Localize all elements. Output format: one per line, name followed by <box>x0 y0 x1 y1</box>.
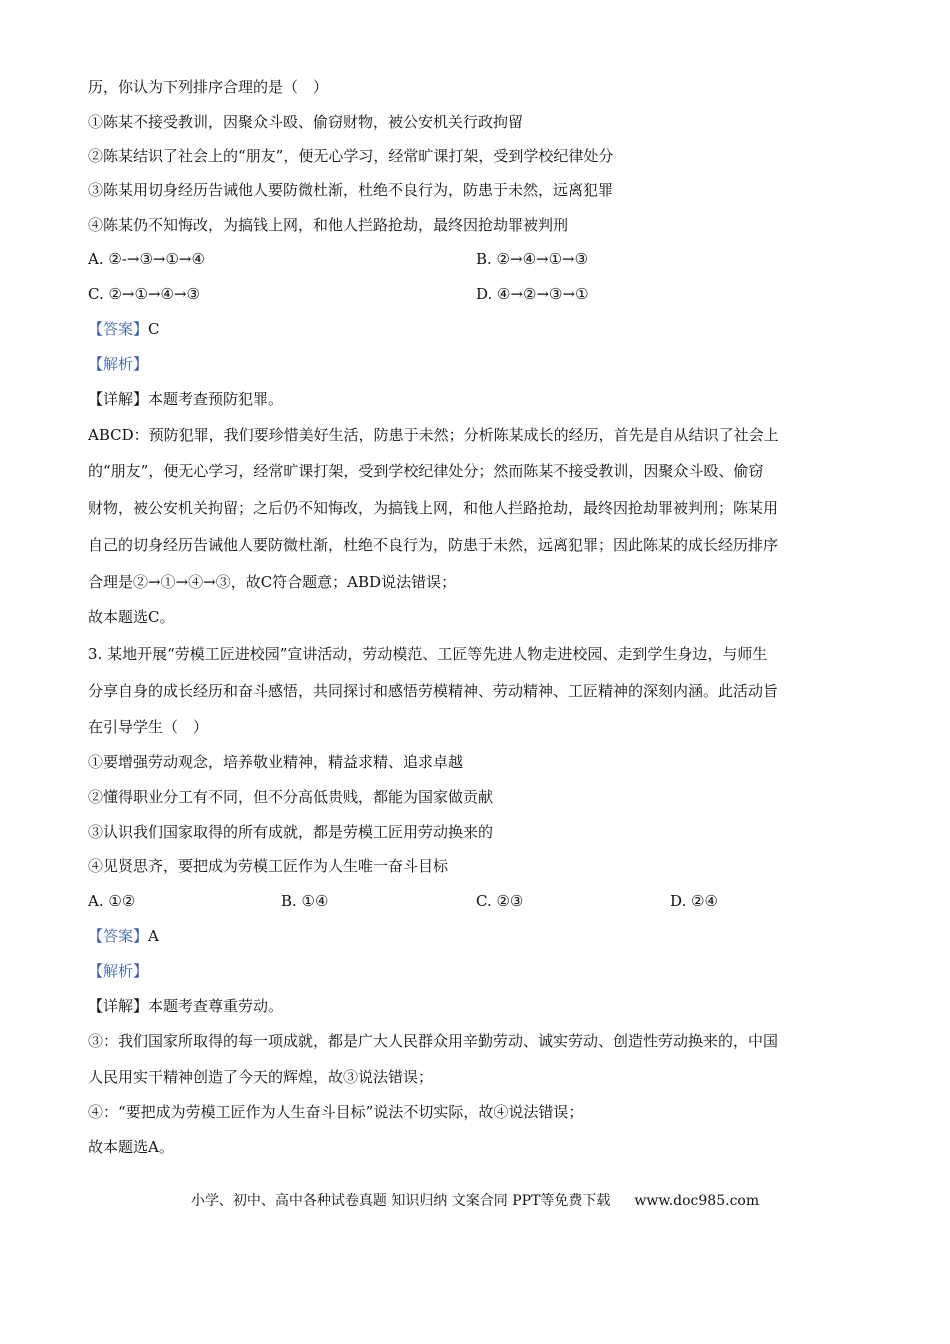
detail-tag: 【详解】 <box>88 390 149 408</box>
q3-detail-line: ③：我们国家所取得的每一项成就，都是广大人民群众用辛勤劳动、诚实劳动、创造性劳动换来的，中国 <box>88 1032 779 1050</box>
footer-text: 小学、初中、高中各种试卷真题 知识归纳 文案合同 PPT等免费下载 <box>190 1193 611 1209</box>
q3-option-d: D. ②④ <box>670 892 718 910</box>
q3-option-c: C. ②③ <box>476 892 524 910</box>
answer-tag: 【答案】 <box>88 927 149 945</box>
q2-stem-tail: 历，你认为下列排序合理的是（ ） <box>88 78 329 96</box>
q3-conclusion: 故本题选A。 <box>88 1138 174 1156</box>
q3-item-4: ④见贤思齐，要把成为劳模工匠作为人生唯一奋斗目标 <box>88 857 449 875</box>
q2-item-1: ①陈某不接受教训，因聚众斗殴、偷窃财物，被公安机关行政拘留 <box>88 113 524 131</box>
answer-tag: 【答案】 <box>88 320 149 338</box>
answer-value: C <box>148 320 160 338</box>
q3-stem-line: 分享自身的成长经历和奋斗感悟，共同探讨和感悟劳模精神、劳动精神、工匠精神的深刻内涵。此活动旨 <box>88 682 779 700</box>
q2-option-d: D. ④→②→③→① <box>476 285 589 303</box>
q3-analysis-tag: 【解析】 <box>88 962 149 980</box>
q2-item-3: ③陈某用切身经历告诫他人要防微杜渐，杜绝不良行为，防患于未然，远离犯罪 <box>88 181 614 199</box>
q2-conclusion: 故本题选C。 <box>88 608 175 626</box>
q3-detail-line: 人民用实干精神创造了今天的辉煌，故③说法错误； <box>88 1068 434 1086</box>
q2-item-4: ④陈某仍不知悔改，为搞钱上网，和他人拦路抢劫，最终因抢劫罪被判刑 <box>88 216 569 234</box>
q3-item-1: ①要增强劳动观念，培养敬业精神，精益求精、追求卓越 <box>88 753 464 771</box>
q3-option-b: B. ①④ <box>281 892 329 910</box>
q3-stem-line: 3. 某地开展“劳模工匠进校园”宣讲活动，劳动模范、工匠等先进人物走进校园、走到学生身边，与师生 <box>88 645 768 663</box>
q2-detail-line: 自己的切身经历告诫他人要防微杜渐，杜绝不良行为，防患于未然，远离犯罪；因此陈某的成长经历排序 <box>88 536 779 554</box>
q2-item-2: ②陈某结识了社会上的“朋友”，便无心学习，经常旷课打架，受到学校纪律处分 <box>88 147 614 165</box>
q3-stem-line: 在引导学生（ ） <box>88 718 209 736</box>
q2-option-b: B. ②→④→①→③ <box>476 250 589 268</box>
q2-analysis-tag: 【解析】 <box>88 355 149 373</box>
page-footer <box>0 1191 950 1211</box>
q2-detail-line: 的“朋友”，便无心学习，经常旷课打架，受到学校纪律处分；然而陈某不接受教训，因聚众斗殴、偷窃 <box>88 462 764 480</box>
q2-detail-line: 合理是②→①→④→③，故C符合题意；ABD说法错误； <box>88 573 457 591</box>
q2-detail-line: 财物，被公安机关拘留；之后仍不知悔改，为搞钱上网，和他人拦路抢劫，最终因抢劫罪被判刑；陈某用 <box>88 499 779 517</box>
q2-detail-line: ABCD：预防犯罪，我们要珍惜美好生活，防患于未然；分析陈某成长的经历，首先是自从结识了社会上 <box>88 426 779 444</box>
q3-answer <box>88 926 159 946</box>
detail-tag: 【详解】 <box>88 997 149 1015</box>
footer-url[interactable]: www.doc985.com <box>634 1193 760 1209</box>
q3-item-3: ③认识我们国家取得的所有成就，都是劳模工匠用劳动换来的 <box>88 823 494 841</box>
q3-option-a: A. ①② <box>88 892 136 910</box>
detail-intro-text: 本题考查尊重劳动。 <box>148 997 284 1015</box>
q2-answer <box>88 319 160 339</box>
q2-option-a: A. ②-→③→①→④ <box>88 250 205 268</box>
q3-item-2: ②懂得职业分工有不同，但不分高低贵贱，都能为国家做贡献 <box>88 788 494 806</box>
answer-value: A <box>148 927 159 945</box>
q2-detail-intro <box>88 389 283 409</box>
detail-intro-text: 本题考查预防犯罪。 <box>148 390 284 408</box>
q2-option-c: C. ②→①→④→③ <box>88 285 200 303</box>
q3-detail-intro <box>88 996 283 1016</box>
q3-detail-line: ④：“要把成为劳模工匠作为人生奋斗目标”说法不切实际，故④说法错误； <box>88 1103 584 1121</box>
